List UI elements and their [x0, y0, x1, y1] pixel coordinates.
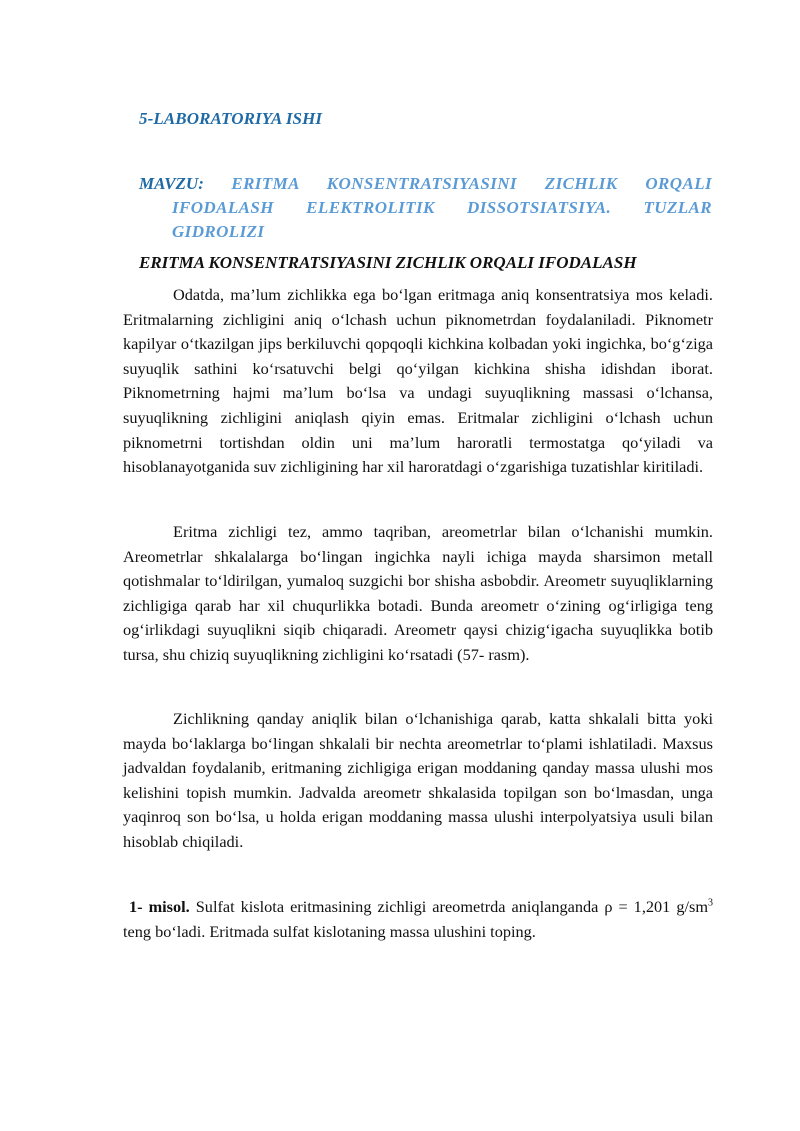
paragraph-3: Zichlikning qanday aniqlik bilan o‘lchanishiga qarab, katta shkalali bitta yoki mayda bo‘laklarga bo‘lingan shkalali bir nechta areometrlar to‘plami ishlatiladi. Maxsus jadvaldan foydalanib, eritmaning zichligiga erigan moddaning qanday massa ulushi mos kelishini topish mumkin. Jadvalda areometr shkalasida topilgan son bo‘lmasdan, unga yaqinroq son bo‘lsa, u holda erigan moddaning massa ulushi interpolyatsiya usuli bilan hisoblab chiqiladi.	[123, 709, 713, 851]
example-text: Sulfat kislota eritmasining zichligi areometrda aniqlanganda ρ = 1,201 g/sm	[189, 897, 708, 916]
topic-label: MAVZU:	[139, 174, 204, 193]
topic-text-2: IFODALASH ELEKTROLITIK DISSOTSIATSIYA. TUZLAR	[172, 198, 712, 217]
topic-text-3: GIDROLIZI	[172, 222, 265, 241]
topic-line-2	[139, 196, 712, 220]
example-text-end: teng bo‘ladi. Eritmada sulfat kislotaning massa ulushini toping.	[123, 921, 536, 941]
example-paragraph	[123, 895, 713, 944]
example-superscript: 3	[707, 897, 713, 909]
topic-text-1: ERITMA KONSENTRATSIYASINI ZICHLIK ORQALI	[231, 174, 713, 193]
example-label: 1- misol.	[129, 897, 190, 916]
paragraph-2: Eritma zichligi tez, ammo taqriban, areometrlar bilan o‘lchanishi mumkin. Areometrlar shkalalarga bo‘lingan ingichka nayli ichiga mayda sharsimon metall qotishmalar to‘ldirilgan, yumaloq suzgichi bor shisha asbobdir. Areometr suyuqliklarning zichligiga qarab har xil chuqurlikka botadi. Bunda areometr o‘zining og‘irligiga teng og‘irlikdagi suyuqlikni siqib chiqaradi. Areometr qaysi chizig‘igacha suyuqlikka botib tursa, shu chiziq suyuqlikning zichligini ko‘rsatadi (57- rasm).	[123, 522, 713, 664]
section-title: ERITMA KONSENTRATSIYASINI ZICHLIK ORQALI IFODALASH	[139, 253, 637, 272]
topic-heading	[139, 172, 712, 244]
lab-title: 5-LABORATORIYA ISHI	[139, 109, 323, 128]
topic-line-3	[139, 220, 712, 244]
paragraph-1: Odatda, ma’lum zichlikka ega bo‘lgan eritmaga aniq konsentratsiya mos keladi. Eritmalarning zichligini aniq o‘lchash uchun piknometrdan foydalaniladi. Piknometr kapilyar o‘tkazilgan jips berkiluvchi qopqoqli kichkina kolbadan yoki ingichka, bo‘g‘ziga suyuqlik sathini ko‘rsatuvchi belgi qo‘yilgan kichkina shisha idishdan iborat. Piknometrning hajmi ma’lum bo‘lsa va undagi suyuqlikning massasi o‘lchansa, suyuqlikning zichligini aniqlash qiyin emas. Eritmalar zichligini o‘lchash uchun piknometrni tortishdan oldin uni ma’lum haroratli termostatga qo‘yiladi va hisoblanayotganida suv zichligining har xil haroratdagi o‘zgarishiga tuzatishlar kiritiladi.	[123, 285, 713, 477]
topic-line-1	[139, 172, 712, 196]
